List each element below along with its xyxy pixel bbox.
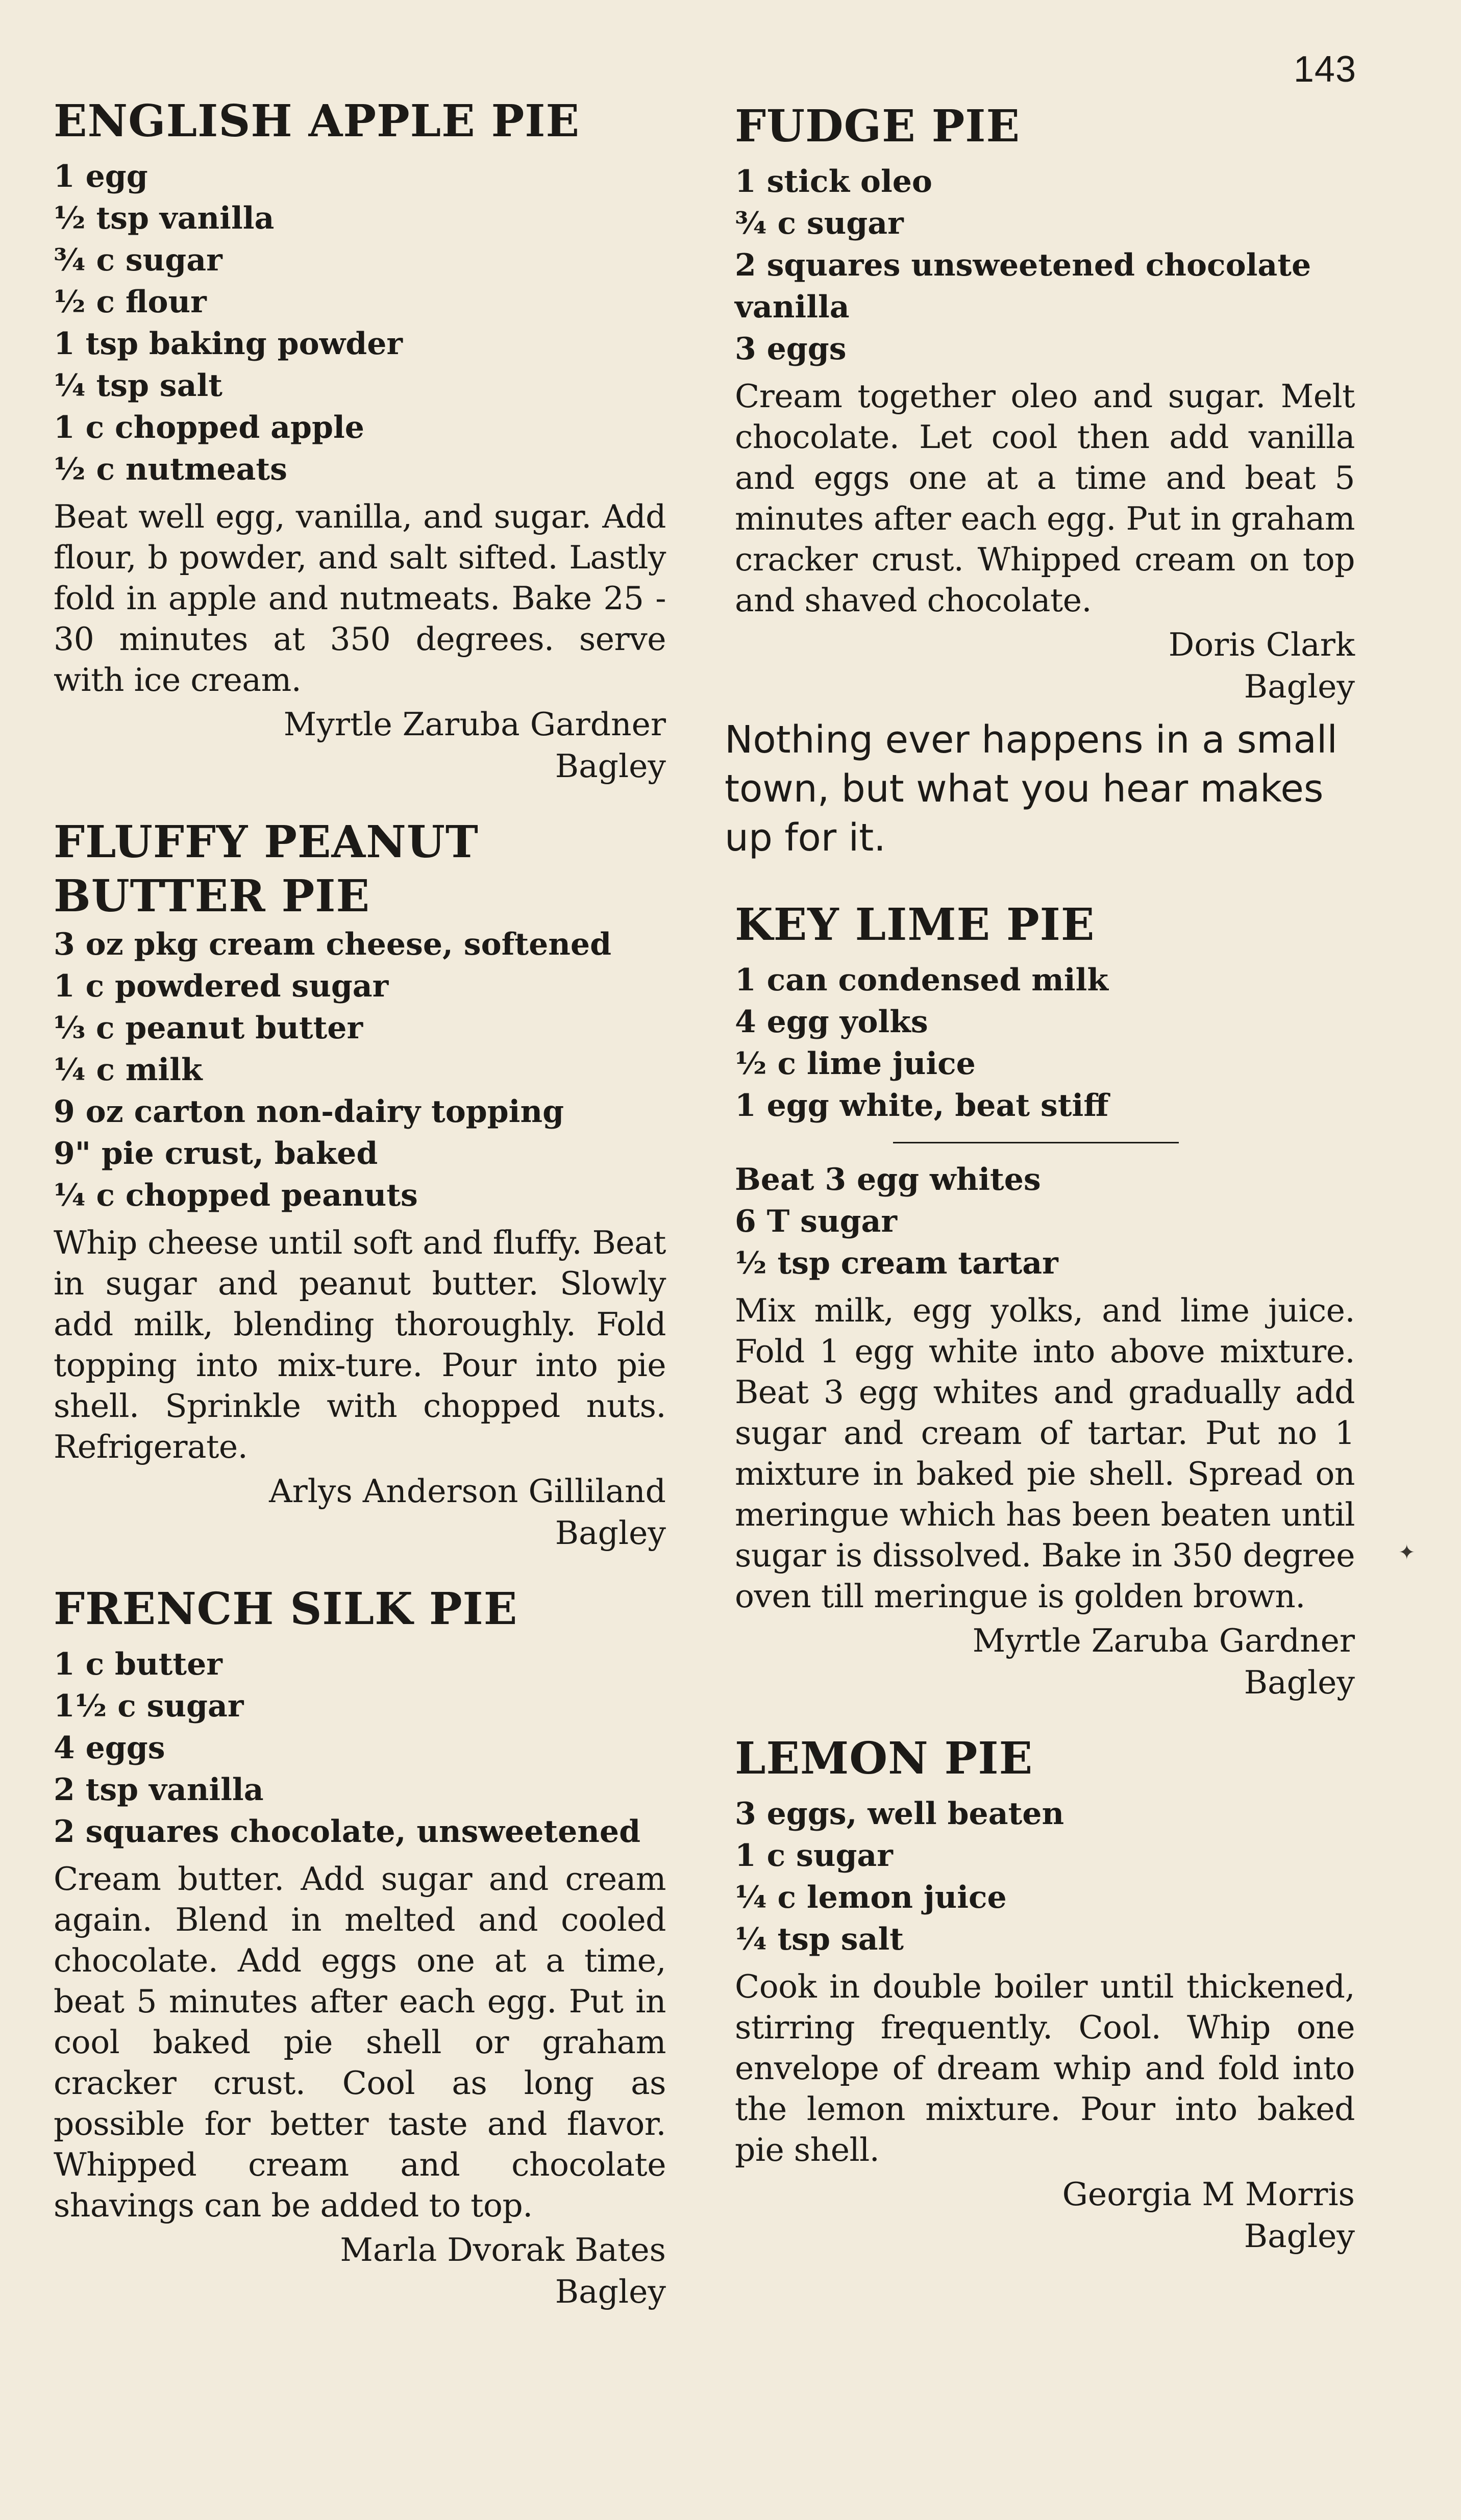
- section-divider: [893, 1142, 1179, 1143]
- recipe-author: Marla Dvorak Bates: [340, 2231, 666, 2268]
- ingredient: 4 egg yolks: [735, 1004, 928, 1040]
- ingredient: 1 tsp baking powder: [54, 326, 403, 362]
- recipe-title: FUDGE PIE: [735, 101, 1021, 152]
- ingredient: 3 oz pkg cream cheese, softened: [54, 927, 612, 962]
- ingredient: 1½ c sugar: [54, 1688, 244, 1724]
- recipe-town: Bagley: [1244, 2217, 1355, 2255]
- recipe-title: ENGLISH APPLE PIE: [54, 95, 580, 147]
- recipe-instructions: Whip cheese until soft and fluffy. Beat in sugar and peanut butter. Slowly add milk, blending thoroughly. Fold topping into mix-ture. Pour into pie shell. Sprinkle with chopped nuts. Refrigerate.: [54, 1224, 666, 1465]
- ingredient: 9" pie crust, baked: [54, 1136, 378, 1171]
- ingredient-list: [54, 156, 666, 490]
- ingredient: 3 eggs, well beaten: [735, 1796, 1064, 1832]
- left-column: [54, 94, 666, 2341]
- ingredient: ¾ c sugar: [735, 206, 904, 241]
- recipe-french-silk-pie: [54, 1582, 666, 2313]
- ingredient: 1 egg white, beat stiff: [735, 1088, 1109, 1124]
- right-column: [725, 99, 1355, 2285]
- ingredient: ½ tsp vanilla: [54, 201, 275, 236]
- ingredient: ¼ c chopped peanuts: [54, 1178, 418, 1213]
- ingredient: 2 squares chocolate, unsweetened: [54, 1814, 641, 1850]
- recipe-town: Bagley: [1244, 1664, 1355, 1701]
- ingredient: 3 eggs: [735, 331, 847, 367]
- ingredient: 1 can condensed milk: [735, 962, 1108, 998]
- ingredient: 1 c powdered sugar: [54, 968, 389, 1004]
- recipe-author: Myrtle Zaruba Gardner: [972, 1622, 1355, 1659]
- ingredient: 1 stick oleo: [735, 164, 932, 199]
- ingredient: 9 oz carton non-dairy topping: [54, 1094, 564, 1130]
- ingredient-list: [735, 959, 1355, 1127]
- recipe-town: Bagley: [555, 1514, 666, 1552]
- recipe-fluffy-peanut-butter-pie-body: [54, 924, 666, 1554]
- ingredient: ½ c lime juice: [735, 1046, 976, 1082]
- ingredient: ¼ tsp salt: [54, 368, 222, 404]
- recipe-fudge-pie: [735, 99, 1355, 708]
- ingredient: 4 eggs: [54, 1730, 165, 1766]
- recipe-instructions: Cream butter. Add sugar and cream again. Blend in melted and cooled chocolate. Add eggs one at a time, beat 5 minutes after each egg. Put in cool baked pie shell or graham cracker crust. Cool as long as possible for better taste and flavor. Whipped cream and chocolate shavings can be added to top.: [54, 1860, 666, 2224]
- ingredient: ½ c flour: [54, 284, 207, 320]
- ingredient: ¾ c sugar: [54, 242, 222, 278]
- recipe-title: FRENCH SILK PIE: [54, 1583, 518, 1635]
- recipe-lemon-pie: [735, 1732, 1355, 2257]
- ingredient: ¼ c lemon juice: [735, 1880, 1007, 1915]
- ingredient: Beat 3 egg whites: [735, 1162, 1041, 1197]
- ingredient: ⅓ c peanut butter: [54, 1010, 363, 1046]
- recipe-english-apple-pie: [54, 94, 666, 787]
- recipe-fluffy-peanut-butter-pie: [54, 815, 564, 924]
- recipe-title: KEY LIME PIE: [735, 899, 1095, 951]
- recipe-instructions: Cream together oleo and sugar. Melt chocolate. Let cool then add vanilla and eggs one at a time and beat 5 minutes after each egg. Put in graham cracker crust. Whipped cream on top and shaved chocolate.: [735, 378, 1355, 619]
- recipe-author: Georgia M Morris: [1062, 2176, 1355, 2213]
- recipe-instructions: Mix milk, egg yolks, and lime juice. Fold 1 egg white into above mixture. Beat 3 egg whites and gradually add sugar and cream of tartar. Put no 1 mixture in baked pie shell. Spread on meringue which has been beaten until sugar is dissolved. Bake in 350 degree oven till meringue is golden brown.: [735, 1292, 1355, 1615]
- ingredient: 2 squares unsweetened chocolate: [735, 247, 1311, 283]
- recipe-town: Bagley: [555, 747, 666, 785]
- recipe-town: Bagley: [1244, 668, 1355, 705]
- page-number: 143: [1293, 49, 1356, 90]
- recipe-key-lime-pie: [735, 898, 1355, 1704]
- recipe-town: Bagley: [555, 2273, 666, 2310]
- ingredient-list: [735, 1793, 1355, 1960]
- ingredient: ½ tsp cream tartar: [735, 1245, 1058, 1281]
- recipe-author: Myrtle Zaruba Gardner: [283, 706, 666, 743]
- ingredient: 1 egg: [54, 159, 148, 194]
- ingredient: vanilla: [735, 289, 850, 325]
- recipe-author: Arlys Anderson Gilliland: [269, 1473, 666, 1510]
- ink-speck-icon: ✦: [1398, 1541, 1416, 1564]
- ingredient-list: [54, 1643, 666, 1853]
- ingredient: 6 T sugar: [735, 1204, 898, 1239]
- ingredient-list: [735, 1159, 1355, 1284]
- ingredient: ¼ c milk: [54, 1052, 203, 1088]
- recipe-instructions: Beat well egg, vanilla, and sugar. Add flour, b powder, and salt sifted. Lastly fold in apple and nutmeats. Bake 25 - 30 minutes at 350 degrees. serve with ice cream.: [54, 498, 666, 698]
- recipe-author: Doris Clark: [1168, 626, 1355, 663]
- recipe-title: LEMON PIE: [735, 1733, 1033, 1784]
- ingredient: ½ c nutmeats: [54, 452, 287, 487]
- filler-quote: Nothing ever happens in a small town, but what you hear makes up for it.: [725, 718, 1338, 860]
- ingredient-list: [735, 161, 1355, 370]
- ingredient-list: [54, 924, 666, 1216]
- ingredient: 1 c butter: [54, 1646, 222, 1682]
- ingredient: 1 c chopped apple: [54, 410, 364, 445]
- ingredient: 2 tsp vanilla: [54, 1772, 264, 1808]
- ingredient: ¼ tsp salt: [735, 1922, 904, 1957]
- ingredient: 1 c sugar: [735, 1838, 893, 1874]
- recipe-instructions: Cook in double boiler until thickened, stirring frequently. Cool. Whip one envelope of dream whip and fold into the lemon mixture. Pour into baked pie shell.: [735, 1968, 1355, 2168]
- recipe-title: FLUFFY PEANUT BUTTER PIE: [54, 816, 479, 922]
